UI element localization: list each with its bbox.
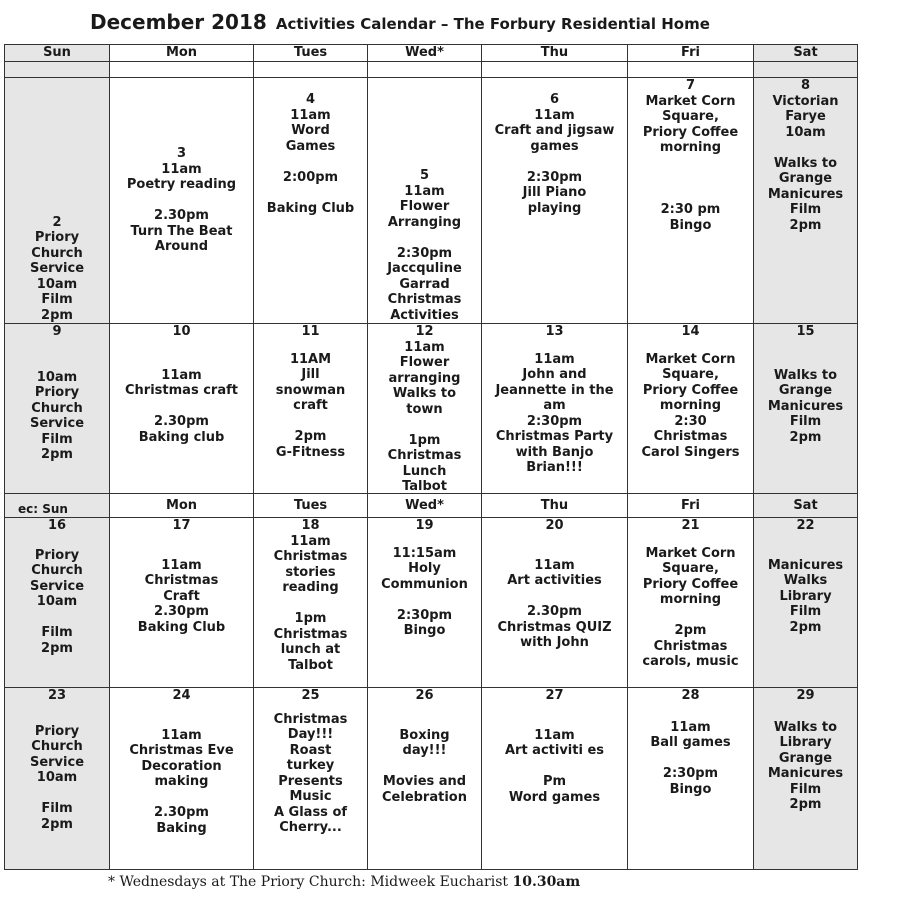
header-row (4, 44, 858, 62)
week-row-3 (4, 518, 858, 688)
day-cell: 24 11am Christmas Eve Decoration making 2.30pm Baking (110, 688, 254, 870)
day-cell: 19 11:15am Holy Communion 2:30pm Bingo (368, 518, 482, 688)
header-tue: Tues (254, 44, 368, 62)
day-cell: 16 Priory Church Service 10am Film 2pm (4, 518, 110, 688)
day-cell: 9 10am Priory Church Service Film 2pm (4, 324, 110, 494)
footnote-time: 10.30am (512, 874, 581, 890)
week-row-2 (4, 324, 858, 494)
day-cell: 8 Victorian Farye 10am Walks to Grange Manicures Film 2pm (754, 78, 858, 324)
day-cell: 4 11am Word Games 2:00pm Baking Club (254, 78, 368, 324)
title-month: December 2018 (90, 10, 267, 34)
header2-mon: Mon (110, 494, 254, 518)
day-cell: 5 11am Flower Arranging 2:30pm Jaccquline Garrad Christmas Activities (368, 78, 482, 324)
footnote-text: * Wednesdays at The Priory Church: Midweek Eucharist (108, 874, 513, 890)
day-cell: 18 11am Christmas stories reading 1pm Christmas lunch at Talbot (254, 518, 368, 688)
header-sun: Sun (4, 44, 110, 62)
week-row-1 (4, 78, 858, 324)
day-cell: 6 11am Craft and jigsaw games 2:30pm Jill Piano playing (482, 78, 628, 324)
header2-tue: Tues (254, 494, 368, 518)
header2-sat: Sat (754, 494, 858, 518)
day-cell: 21 Market Corn Square, Priory Coffee morning 2pm Christmas carols, music (628, 518, 754, 688)
day-cell: 11 11AM Jill snowman craft 2pm G-Fitness (254, 324, 368, 494)
day-cell: 7 Market Corn Square, Priory Coffee morning 2:30 pm Bingo (628, 78, 754, 324)
calendar-grid (4, 44, 858, 870)
header-wed: Wed* (368, 44, 482, 62)
header2-wed: Wed* (368, 494, 482, 518)
day-cell: 29 Walks to Library Grange Manicures Film 2pm (754, 688, 858, 870)
header-sat: Sat (754, 44, 858, 62)
header-row-2 (4, 494, 858, 518)
day-cell: 14 Market Corn Square, Priory Coffee morning 2:30 Christmas Carol Singers (628, 324, 754, 494)
title-subtitle: Activities Calendar – The Forbury Residential Home (275, 15, 710, 33)
day-cell: 22 Manicures Walks Library Film 2pm (754, 518, 858, 688)
day-cell: 23 Priory Church Service 10am Film 2pm (4, 688, 110, 870)
day-cell: 13 11am John and Jeannette in the am 2:30pm Christmas Party with Banjo Brian!!! (482, 324, 628, 494)
day-cell: 28 11am Ball games 2:30pm Bingo (628, 688, 754, 870)
day-cell: 25 Christmas Day!!! Roast turkey Presents Music A Glass of Cherry... (254, 688, 368, 870)
day-cell: 27 11am Art activiti es Pm Word games (482, 688, 628, 870)
day-cell: 3 11am Poetry reading 2.30pm Turn The Beat Around (110, 78, 254, 324)
header2-fri: Fri (628, 494, 754, 518)
day-cell: 17 11am Christmas Craft 2.30pm Baking Club (110, 518, 254, 688)
header2-thu: Thu (482, 494, 628, 518)
header-fri: Fri (628, 44, 754, 62)
day-cell: 20 11am Art activities 2.30pm Christmas QUIZ with John (482, 518, 628, 688)
day-cell: 26 Boxing day!!! Movies and Celebration (368, 688, 482, 870)
calendar-title (90, 10, 890, 40)
header-thu: Thu (482, 44, 628, 62)
day-cell: 12 11am Flower arranging Walks to town 1pm Christmas Lunch Talbot (368, 324, 482, 494)
spacer-row (4, 62, 858, 78)
day-cell: 10 11am Christmas craft 2.30pm Baking club (110, 324, 254, 494)
footnote (108, 874, 580, 890)
day-cell: 2 Priory Church Service 10am Film 2pm (4, 78, 110, 324)
week-row-4 (4, 688, 858, 870)
day-cell: 15 Walks to Grange Manicures Film 2pm (754, 324, 858, 494)
header-mon: Mon (110, 44, 254, 62)
second-header-sun-label: ec: Sun (18, 502, 68, 516)
